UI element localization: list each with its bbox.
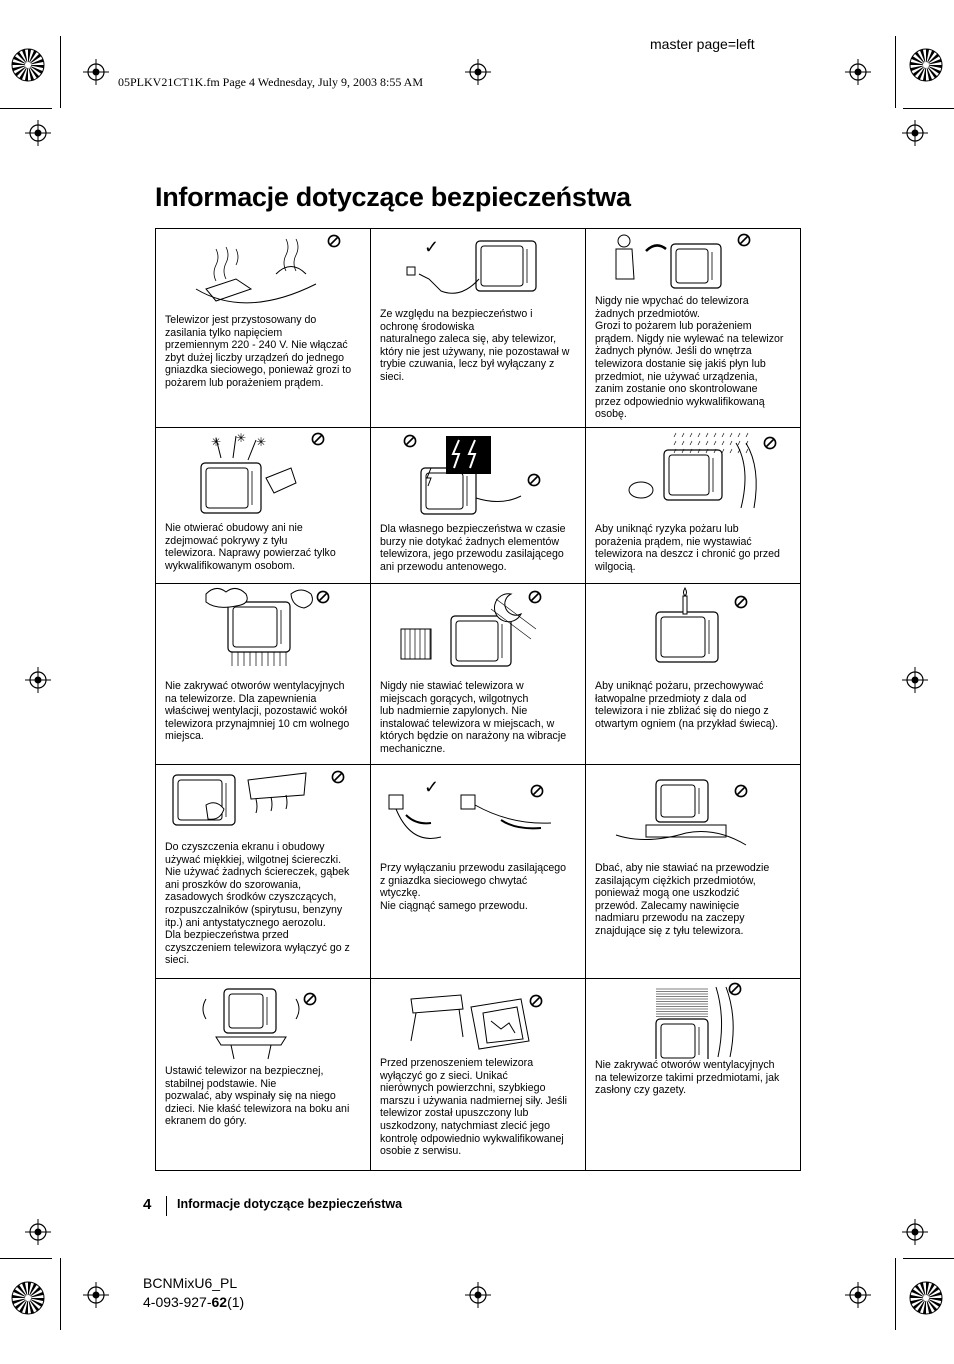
safety-cell — [586, 765, 801, 979]
safety-cell — [371, 765, 586, 979]
safety-text: Nie otwierać obudowy ani nie zdejmować pokrywy z tyłu telewizora. Naprawy powierzać tylko wykwalifikowanym osobom. — [165, 522, 336, 572]
prohibited-icon — [734, 784, 748, 798]
svg-text:✳: ✳ — [256, 435, 267, 449]
safety-text: Przy wyłączaniu przewodu zasilającego z gniazdka sieciowego chwytać wtyczkę. Nie ciągnąć samego przewodu. — [380, 862, 567, 912]
safety-cell — [156, 979, 371, 1171]
footer-section-title: Informacje dotyczące bezpieczeństwa — [177, 1197, 403, 1211]
crop-line — [60, 36, 61, 108]
crop-line — [895, 36, 896, 108]
candle-illustration — [586, 584, 801, 674]
file-info-line: 05PLKV21CT1K.fm Page 4 Wednesday, July 9, 2003 8:55 AM — [118, 75, 424, 89]
registration-mark-icon — [902, 1219, 928, 1245]
page-title: Informacje dotyczące bezpieczeństwa — [155, 182, 631, 212]
prohibited-icon — [529, 994, 543, 1008]
curtains-newspapers-illustration — [586, 979, 801, 1059]
color-wheel-icon — [908, 1280, 944, 1316]
stable-base-illustration — [156, 979, 371, 1064]
safety-text: Nigdy nie stawiać telewizora w miejscach gorących, wilgotnych lub nadmiernie zapylonych. Nie instalować telewizora w miejscach, w których będzie on narażony na wibracje mechaniczne. — [380, 680, 567, 755]
safety-cell — [371, 584, 586, 765]
registration-mark-icon — [465, 1282, 491, 1308]
safety-cell — [156, 765, 371, 979]
safety-cell — [156, 428, 371, 584]
prohibited-icon — [527, 473, 541, 487]
crop-line — [903, 108, 954, 109]
prohibited-icon — [734, 595, 748, 609]
svg-text:✳: ✳ — [211, 435, 222, 449]
footer-divider — [166, 1196, 167, 1216]
safety-text: Do czyszczenia ekranu i obudowy używać miękkiej, wilgotnej ściereczki. Nie używać żadnych ściereczek, gąbek ani proszków do szorowania, zasadowych środków czyszczących, rozpuszczalników (spirytusu, benzyny itp.) ani antystatycznego aerozolu. Dla bezpieczeństwa przed czyszczeniem telewizora wyłączyć go z sieci. — [165, 841, 350, 967]
prohibited-icon — [311, 432, 325, 446]
registration-mark-icon — [902, 667, 928, 693]
safety-text: Aby uniknąć pożaru, przechowywać łatwopalne przedmioty z dala od telewizora i nie zbliżać się do niego z otwartym ogniem (na przykład świecą). — [595, 680, 779, 730]
master-page-label: master page=left — [650, 36, 755, 52]
registration-mark-icon — [25, 667, 51, 693]
registration-mark-icon — [83, 59, 109, 85]
prohibited-icon — [403, 434, 417, 448]
safety-cell — [586, 229, 801, 428]
registration-mark-icon — [83, 1282, 109, 1308]
crop-line — [0, 108, 52, 109]
safety-text: Nigdy nie wpychać do telewizora żadnych przedmiotów. Grozi to pożarem lub porażeniem prądem. Nigdy nie wylewać na telewizor żadnych płynów. Jeśli do wnętrza telewizora dostanie się jakiś płyn lub przedmiot, nie używać urządzenia, zanim zostanie ono skontrolowane przez odpowiednio wykwalifikowaną osobę. — [595, 295, 784, 421]
no-objects-illustration — [586, 229, 801, 294]
safety-text: Aby uniknąć ryzyka pożaru lub porażenia prądem, nie wystawiać telewizora na deszcz i chronić go przed wilgocią. — [595, 523, 780, 573]
prohibited-icon — [316, 590, 330, 604]
prohibited-icon — [530, 784, 544, 798]
prohibited-icon — [528, 590, 542, 604]
safety-cell — [156, 584, 371, 765]
safety-text: Dla własnego bezpieczeństwa w czasie burzy nie dotykać żadnych elementów telewizora, jego przewodu zasilającego ani przewodu antenowego. — [380, 523, 566, 573]
color-wheel-icon — [10, 47, 46, 83]
prohibited-icon — [331, 770, 345, 784]
safety-text: Telewizor jest przystosowany do zasilania tylko napięciem przemiennym 220 - 240 V. Nie włączać zbyt dużej liczby urządzeń do jednego gniazdka sieciowego, ponieważ grozi to pożarem lub porażeniem prądem. — [165, 314, 352, 389]
safety-cell — [586, 979, 801, 1171]
safety-text: Ustawić telewizor na bezpiecznej, stabilnej podstawie. Nie pozwalać, aby wspinały się na niego dzieci. Nie kłaść telewizora na boku ani ekranem do góry. — [165, 1065, 350, 1128]
crop-line — [0, 1258, 52, 1259]
crop-line — [895, 1258, 896, 1330]
registration-mark-icon — [25, 120, 51, 146]
heat-sun-illustration — [371, 584, 586, 674]
safety-cell — [156, 229, 371, 428]
registration-mark-icon — [845, 1282, 871, 1308]
ventilation-illustration — [156, 584, 371, 674]
page-number: 4 — [143, 1196, 152, 1213]
safety-cell — [371, 979, 586, 1171]
checkmark-icon: ✓ — [424, 777, 440, 797]
registration-mark-icon — [25, 1219, 51, 1245]
checkmark-icon: ✓ — [424, 237, 440, 257]
unplug-tv-illustration — [371, 229, 586, 309]
heavy-object-cord-illustration — [586, 765, 801, 855]
safety-cell — [371, 229, 586, 428]
crop-line — [60, 1258, 61, 1330]
model-code: BCNMixU6_PL — [143, 1275, 238, 1291]
color-wheel-icon — [10, 1280, 46, 1316]
crop-line — [903, 1258, 954, 1259]
open-cabinet-illustration — [156, 428, 371, 518]
color-wheel-icon — [908, 47, 944, 83]
safety-text: Dbać, aby nie stawiać na przewodzie zasilającym ciężkich przedmiotów, ponieważ mogą one uszkodzić przewód. Zalecamy nawinięcie nadmiaru przewodu na zaczepy znajdujące się z tyłu telewizora. — [595, 862, 770, 937]
safety-cell — [586, 428, 801, 584]
registration-mark-icon — [902, 120, 928, 146]
registration-mark-icon — [465, 59, 491, 85]
prohibited-icon — [303, 992, 317, 1006]
svg-text:✳: ✳ — [236, 431, 247, 445]
prohibited-icon — [327, 234, 341, 248]
safety-text: Nie zakrywać otworów wentylacyjnych na telewizorze takimi przedmiotami, jak zasłony czy gazety. — [595, 1059, 780, 1097]
safety-cell — [371, 428, 586, 584]
moving-tv-illustration — [371, 979, 586, 1054]
safety-cell — [586, 584, 801, 765]
registration-mark-icon — [845, 59, 871, 85]
prohibited-icon — [763, 436, 777, 450]
safety-text: Nie zakrywać otworów wentylacyjnych na telewizorze. Dla zapewnienia właściwej wentylacji, pozostawić wokół telewizora przynajmniej 10 cm wolnego miejsca. — [165, 680, 350, 743]
safety-grid — [155, 228, 801, 1171]
prohibited-icon — [737, 233, 751, 247]
part-number: 4-093-927-62(1) — [143, 1294, 245, 1310]
safety-text: Przed przenoszeniem telewizora wyłączyć go z sieci. Unikać nierównych powierzchni, szybkiego marszu i używania nadmiernej siły. Jeśli telewizor został upuszczony lub uszkodzony, natychmiast zlecić jego kontrolę odpowiednio wykwalifikowanej osobie z serwisu. — [380, 1057, 568, 1158]
plug-pull-illustration — [371, 765, 586, 855]
prohibited-icon — [728, 982, 742, 996]
safety-text: Ze względu na bezpieczeństwo i ochronę środowiska naturalnego zaleca się, aby telewizor, który nie jest używany, nie pozostawał w trybie czuwania, lecz był wyłączany z sieci. — [380, 308, 570, 383]
